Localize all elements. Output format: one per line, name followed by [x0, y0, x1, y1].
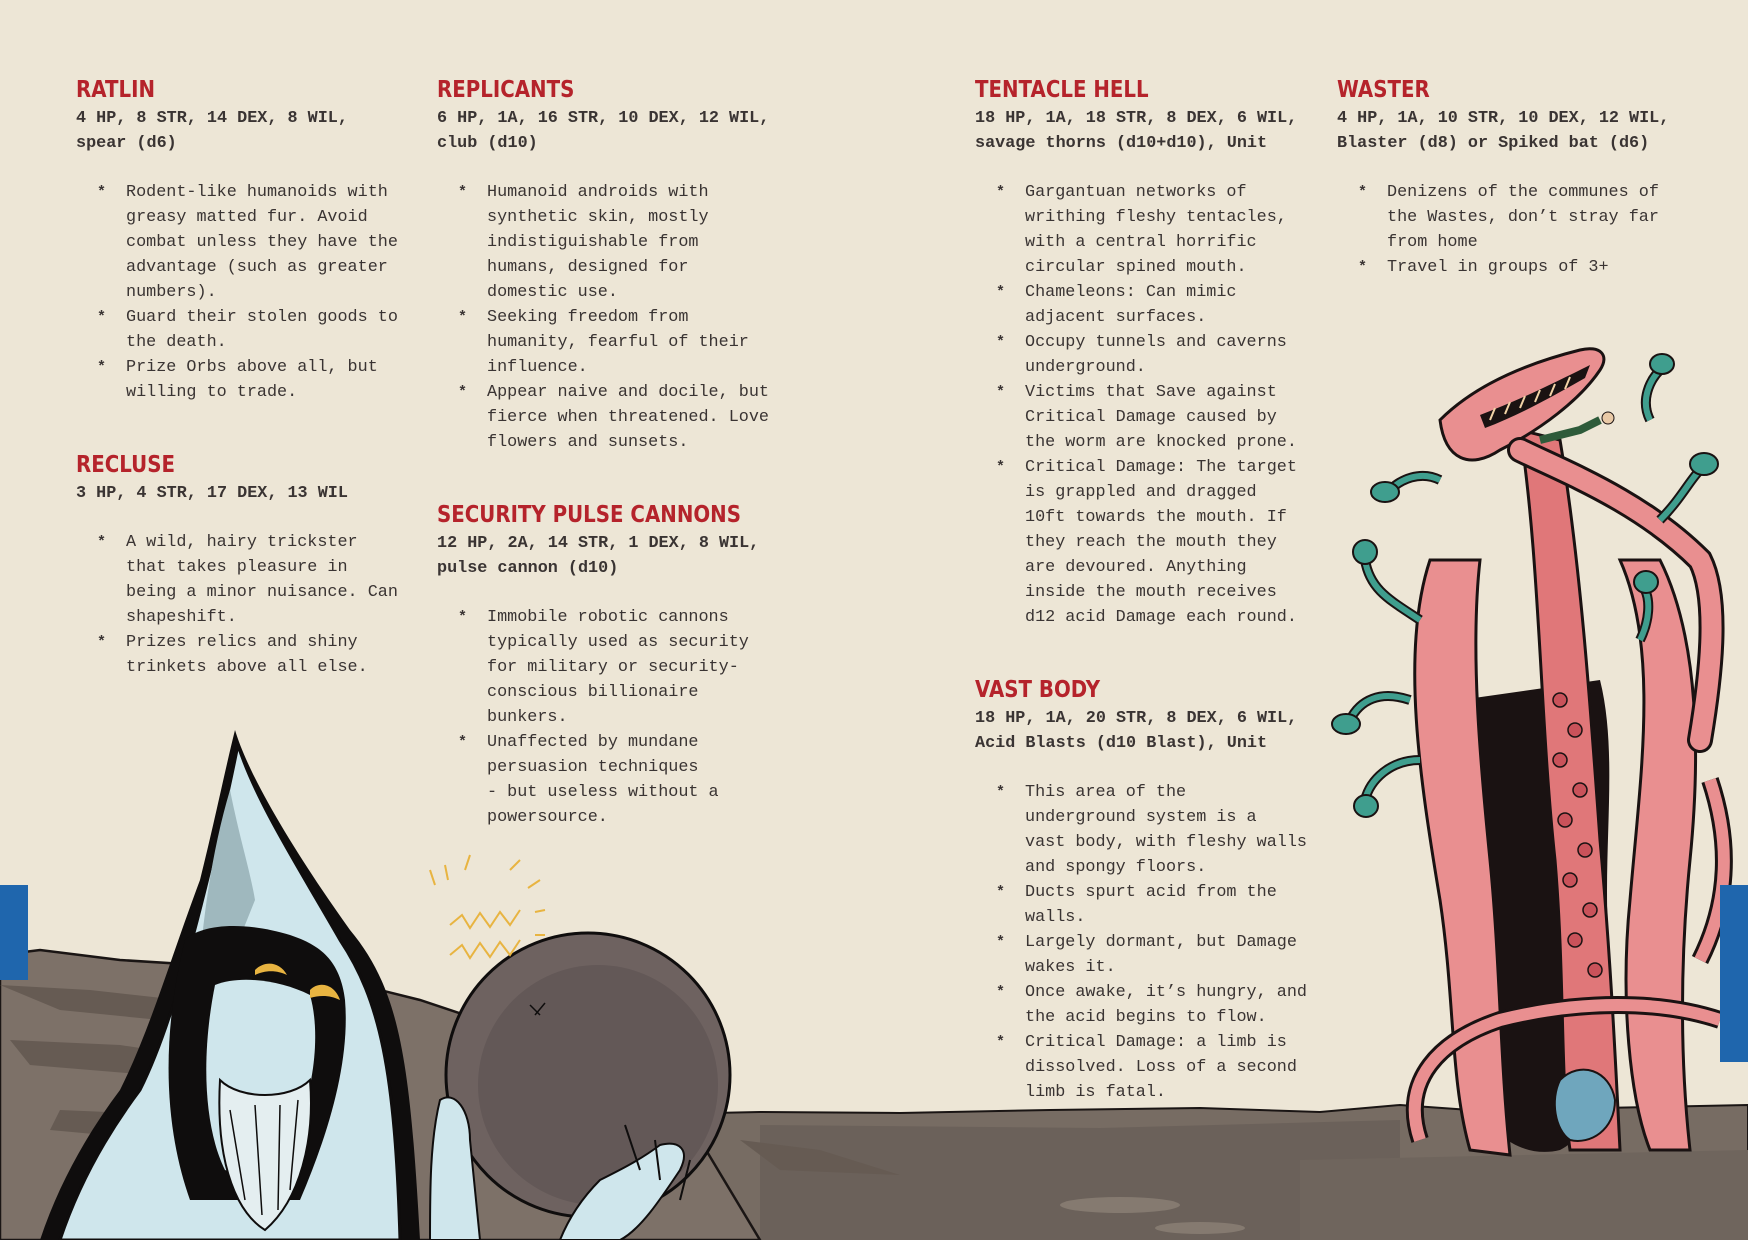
- entry-bullets: [76, 530, 398, 680]
- bullet-item: * Guard their stolen goods to the death.: [97, 305, 398, 355]
- asterisk-icon: *: [996, 284, 1006, 301]
- asterisk-icon: *: [996, 384, 1006, 401]
- entry-ratlin: [76, 78, 398, 405]
- sparkle-icon: [430, 855, 545, 958]
- entry-bullets: [437, 605, 790, 830]
- entry-stats: 3 HP, 4 STR, 17 DEX, 13 WIL: [76, 484, 348, 503]
- bullet-item: * Once awake, it’s hungry, and the acid begins to flow.: [996, 980, 1307, 1030]
- entry-bullets: [975, 180, 1297, 630]
- entry-stats: 4 HP, 1A, 10 STR, 10 DEX, 12 WIL, Blaster (d8) or Spiked bat (d6): [1337, 109, 1670, 153]
- bullet-item: * A wild, hairy trickster that takes pleasure in being a minor nuisance. Can shapeshift.: [97, 530, 398, 630]
- entry-title: REPLICANTS: [437, 77, 575, 103]
- entry-stats: 4 HP, 8 STR, 14 DEX, 8 WIL, spear (d6): [76, 109, 348, 153]
- entry-vast-body: [975, 678, 1307, 1105]
- asterisk-icon: *: [996, 934, 1006, 951]
- entry-security-pulse-cannons: [437, 503, 790, 830]
- asterisk-icon: *: [996, 884, 1006, 901]
- bullet-item: * Immobile robotic cannons typically used as security for military or security- conscious billionaire bunkers.: [458, 605, 790, 730]
- asterisk-icon: *: [996, 184, 1006, 201]
- asterisk-icon: *: [996, 984, 1006, 1001]
- bullet-item: * Rodent-like humanoids with greasy matted fur. Avoid combat unless they have the advantage (such as greater numbers).: [97, 180, 398, 305]
- entry-title: VAST BODY: [975, 677, 1101, 703]
- asterisk-icon: *: [97, 534, 107, 551]
- entry-tentacle-hell: [975, 78, 1297, 630]
- asterisk-icon: *: [996, 1034, 1006, 1051]
- entry-stats: 18 HP, 1A, 20 STR, 8 DEX, 6 WIL, Acid Blasts (d10 Blast), Unit: [975, 709, 1298, 753]
- bullet-item: * Chameleons: Can mimic adjacent surfaces.: [996, 280, 1297, 330]
- bullet-item: * Humanoid androids with synthetic skin, mostly indistiguishable from humans, designed for domestic use.: [458, 180, 769, 305]
- entry-recluse: [76, 453, 398, 680]
- asterisk-icon: *: [458, 184, 468, 201]
- asterisk-icon: *: [996, 334, 1006, 351]
- entry-title: RATLIN: [76, 77, 156, 103]
- asterisk-icon: *: [97, 184, 107, 201]
- bullet-item: * Seeking freedom from humanity, fearful of their influence.: [458, 305, 769, 380]
- asterisk-icon: *: [458, 734, 468, 751]
- bullet-item: * Ducts spurt acid from the walls.: [996, 880, 1307, 930]
- entry-stats: 12 HP, 2A, 14 STR, 1 DEX, 8 WIL, pulse cannon (d10): [437, 534, 760, 578]
- entry-stats: 18 HP, 1A, 18 STR, 8 DEX, 6 WIL, savage thorns (d10+d10), Unit: [975, 109, 1298, 153]
- asterisk-icon: *: [1358, 259, 1368, 276]
- asterisk-icon: *: [97, 309, 107, 326]
- bullet-item: * Prizes relics and shiny trinkets above all else.: [97, 630, 398, 680]
- bullet-item: * Victims that Save against Critical Damage caused by the worm are knocked prone.: [996, 380, 1297, 455]
- bullet-item: * Critical Damage: a limb is dissolved. Loss of a second limb is fatal.: [996, 1030, 1307, 1105]
- entry-bullets: [76, 180, 398, 405]
- asterisk-icon: *: [458, 384, 468, 401]
- entry-bullets: [975, 780, 1307, 1105]
- asterisk-icon: *: [996, 459, 1006, 476]
- bullet-item: * Denizens of the communes of the Wastes, don’t stray far from home: [1358, 180, 1669, 255]
- asterisk-icon: *: [458, 309, 468, 326]
- entry-title: WASTER: [1337, 77, 1430, 103]
- asterisk-icon: *: [458, 609, 468, 626]
- bullet-item: * Travel in groups of 3+: [1358, 255, 1669, 280]
- page-tab-right: [1720, 885, 1748, 1062]
- bullet-item: * Prize Orbs above all, but willing to trade.: [97, 355, 398, 405]
- entry-title: RECLUSE: [76, 452, 175, 478]
- asterisk-icon: *: [1358, 184, 1368, 201]
- bullet-item: * Critical Damage: The target is grappled and dragged 10ft towards the mouth. If they reach the mouth they are devoured. Anything inside the mouth receives d12 acid Damage each round.: [996, 455, 1297, 630]
- asterisk-icon: *: [97, 634, 107, 651]
- entry-title: SECURITY PULSE CANNONS: [437, 502, 741, 528]
- bullet-item: * Gargantuan networks of writhing fleshy tentacles, with a central horrific circular spined mouth.: [996, 180, 1297, 280]
- asterisk-icon: *: [97, 359, 107, 376]
- entry-bullets: [1337, 180, 1669, 280]
- entry-stats: 6 HP, 1A, 16 STR, 10 DEX, 12 WIL, club (d10): [437, 109, 770, 153]
- entry-replicants: [437, 78, 769, 455]
- bullet-item: * Unaffected by mundane persuasion techniques - but useless without a powersource.: [458, 730, 790, 830]
- page-tab-left: [0, 885, 28, 980]
- bullet-item: * Occupy tunnels and caverns underground.: [996, 330, 1297, 380]
- entry-waster: [1337, 78, 1669, 280]
- bullet-item: * Appear naive and docile, but fierce when threatened. Love flowers and sunsets.: [458, 380, 769, 455]
- tentacle-creature-icon: [1332, 349, 1724, 1155]
- asterisk-icon: *: [996, 784, 1006, 801]
- entry-bullets: [437, 180, 769, 455]
- entry-title: TENTACLE HELL: [975, 77, 1149, 103]
- bullet-item: * This area of the underground system is a vast body, with fleshy walls and spongy floors.: [996, 780, 1307, 880]
- bullet-item: * Largely dormant, but Damage wakes it.: [996, 930, 1307, 980]
